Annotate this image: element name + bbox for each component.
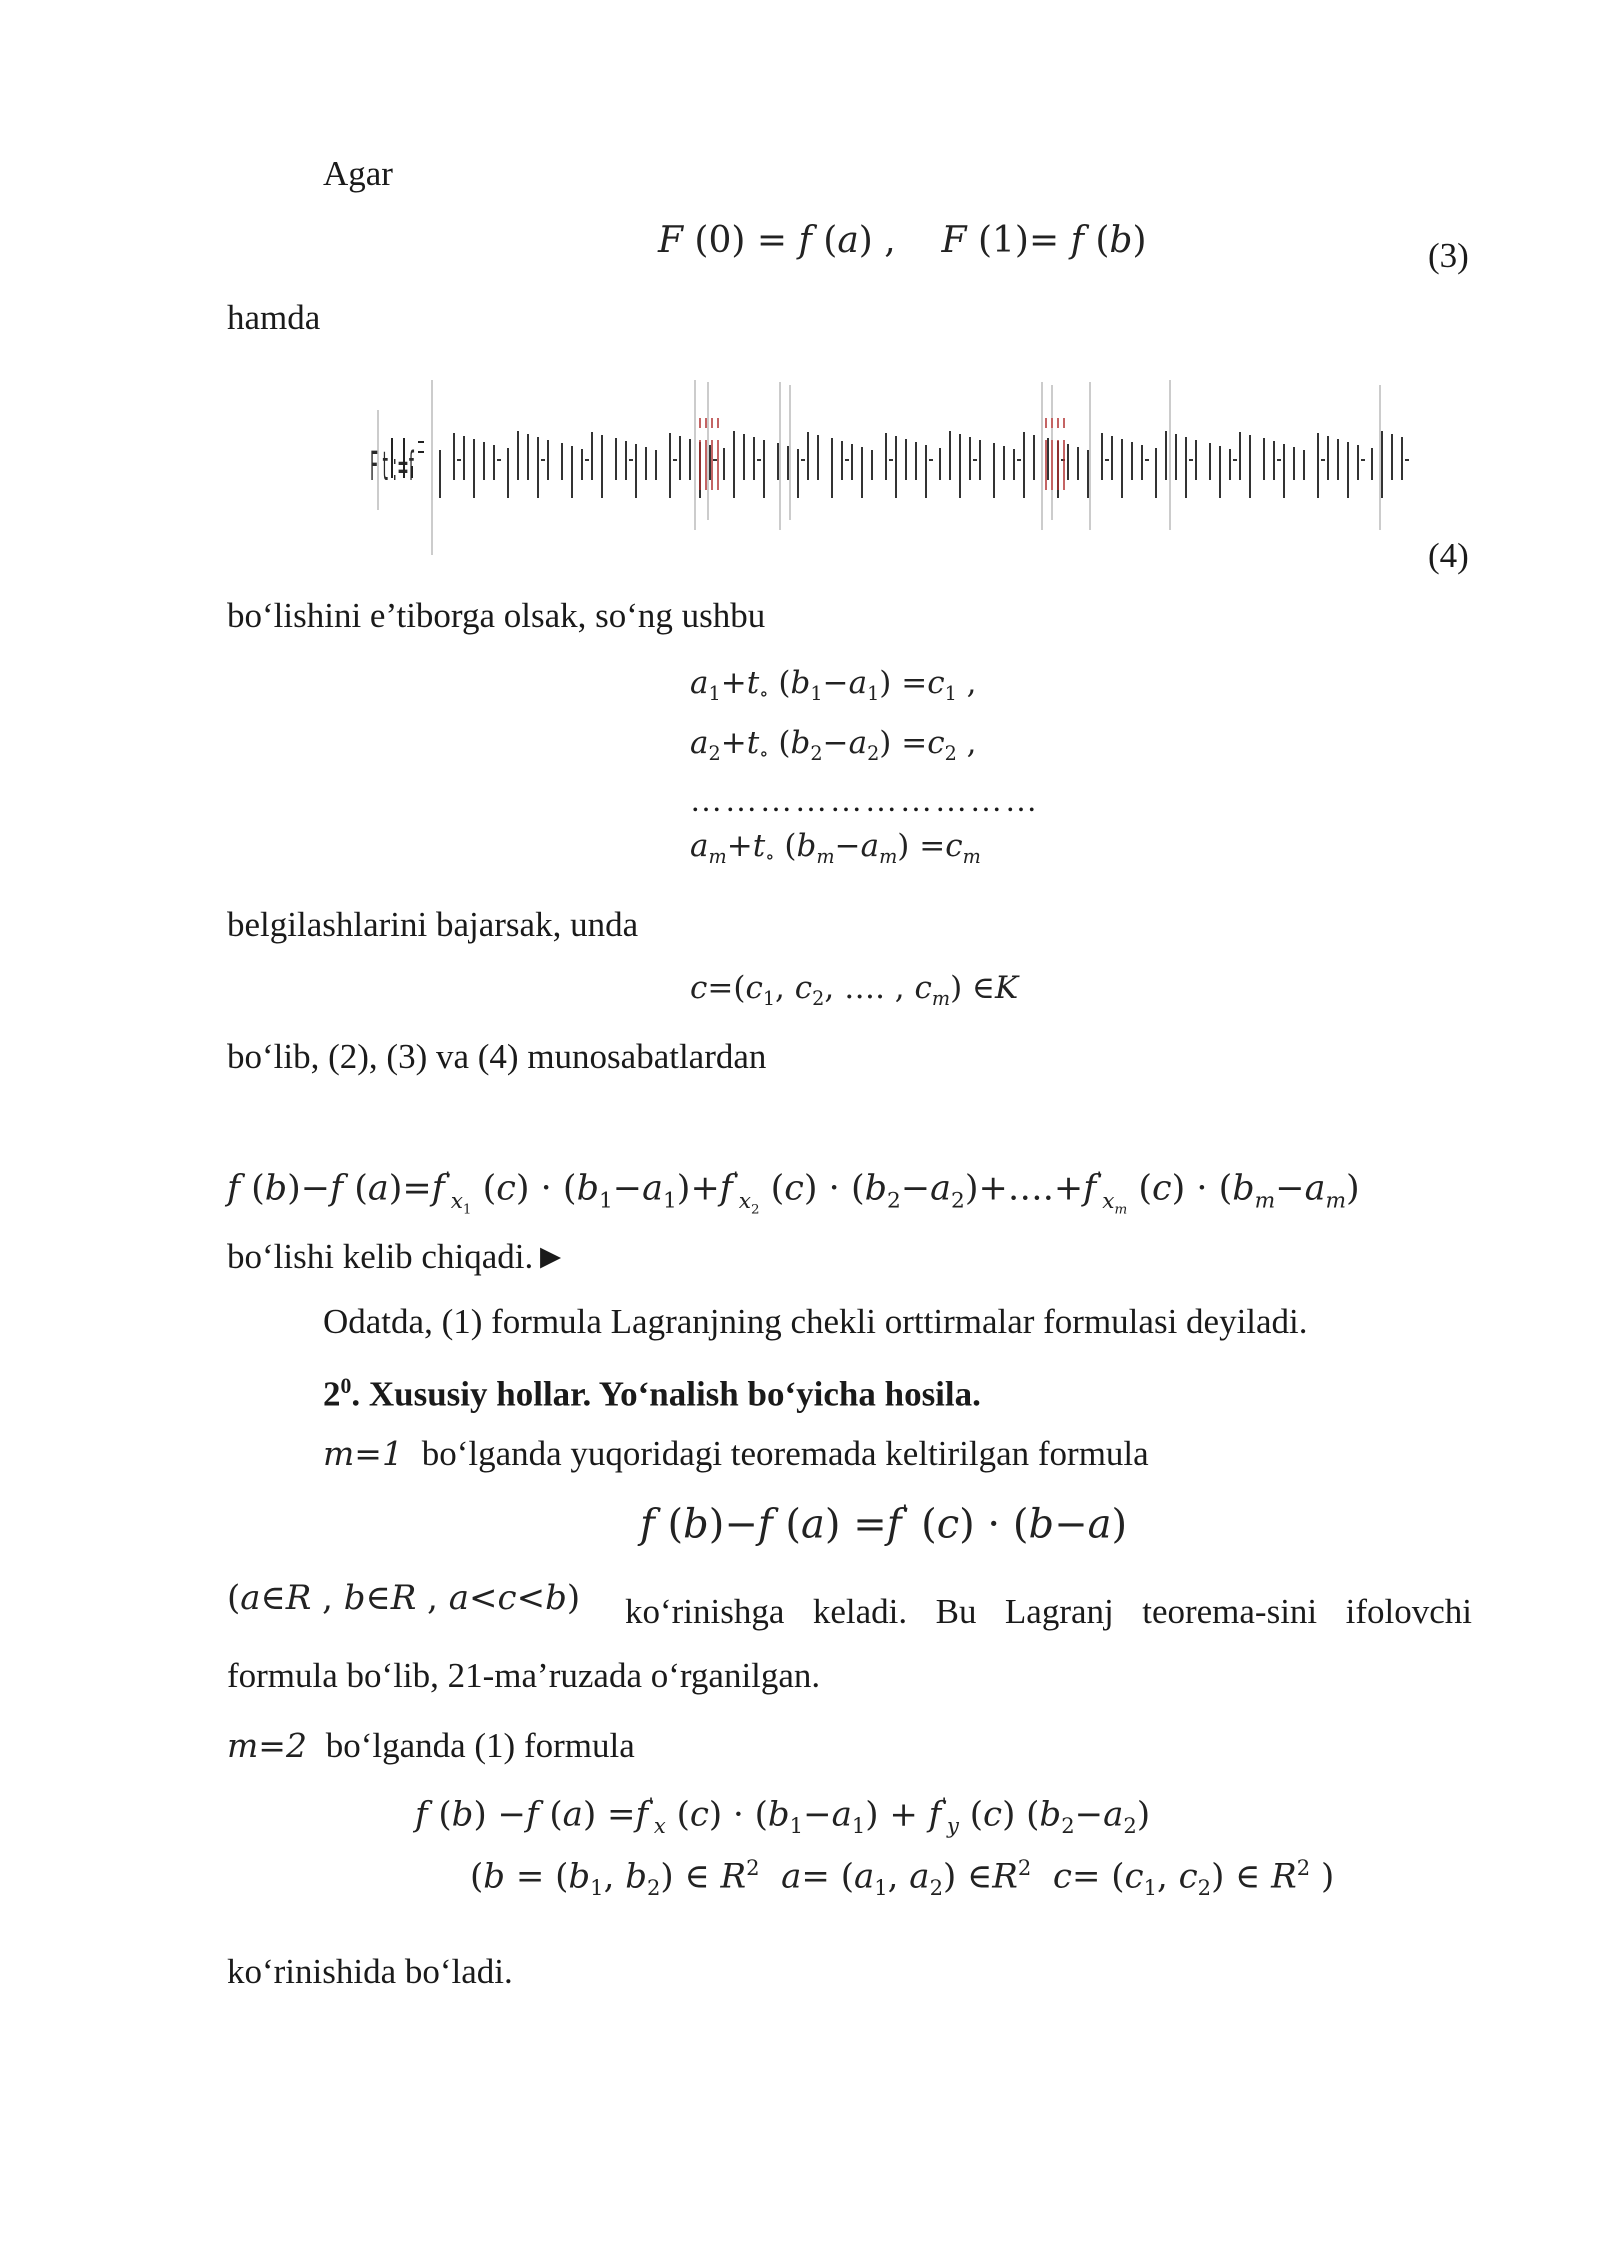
equation-4-compressed-formula: [370, 370, 1410, 555]
vector-definitions: ($b = (b_1$, $b_2$) ∈ $R^2$ $a= (a_1$, $a_2$) $\in R^2$ $c= (c_1$, $c_2$) ∈ $R^2$ ): [470, 1855, 1335, 1901]
paragraph-korinish: ko‘rinishga keladi. Bu Lagranj teorema-sini ifolovchi: [625, 1592, 1472, 1631]
section-heading: $2^0$. Xususiy hollar. Yo‘nalish bo‘yicha hosila.: [323, 1374, 981, 1414]
equation-3: F (0) = f (a) , F (1)= f (b): [658, 220, 1147, 261]
c-definition: $c=(c_1$, $c_2$, …. , $c_m$) ∈K: [690, 970, 1019, 1011]
system-ellipsis: …………………………: [690, 782, 1040, 818]
svg-text:F t :=f: F t :=f: [370, 443, 414, 491]
paragraph-bolishi-kelib: bo‘lishi kelib chiqadi.►: [227, 1237, 568, 1276]
paragraph-bolib: bo‘lib, (2), (3) va (4) munosabatlardan: [227, 1037, 767, 1076]
paragraph-formula-bolib: formula bo‘lib, 21-ma’ruzada o‘rganilgan.: [227, 1656, 821, 1695]
paragraph-hamda: hamda: [227, 298, 321, 337]
lagrange-formula: f (b)−f (a) =f' (c) · (b−a): [640, 1500, 1128, 1548]
condition-a-b-c: (a∈R , b∈R , a<c<b): [227, 1578, 581, 1618]
paragraph-agar: Agar: [323, 154, 393, 193]
paragraph-odatda: Odatda, (1) formula Lagranjning chekli orttirmalar formulasi deyiladi.: [323, 1302, 1308, 1341]
paragraph-korinishida: ko‘rinishida bo‘ladi.: [227, 1952, 513, 1991]
system-row-m: $a_m+t_\circ$ $(b_m-a_m) =c_m$: [690, 828, 981, 869]
two-variable-formula: f (b) −f $(a) =f'_x$ $(c) \cdot (b_1-a_1) + f'_y$ (c) $(b_2-a_2)$: [415, 1793, 1151, 1839]
m-equals-1: m=1: [323, 1434, 403, 1473]
equation-number-4: (4): [1428, 536, 1469, 575]
paragraph-m1: m=1 bo‘lganda yuqoridagi teoremada keltirilgan formula: [323, 1434, 1149, 1473]
paragraph-bolishini: bo‘lishini e’tiborga olsak, so‘ng ushbu: [227, 596, 766, 635]
m-equals-2: m=2: [227, 1726, 307, 1765]
equation-number-3: (3): [1428, 236, 1469, 275]
system-row-1: $a_1+t_\circ$ $(b_1-a_1) =c_1$ ,: [690, 665, 977, 706]
paragraph-belgilash: belgilashlarini bajarsak, unda: [227, 905, 639, 944]
system-row-2: $a_2+t_\circ$ $(b_2-a_2) =c_2$ ,: [690, 725, 977, 766]
paragraph-m2: m=2 bo‘lganda (1) formula: [227, 1726, 635, 1765]
main-formula: f (b)−f $(a)=f'_{x_1}$ $(c) \cdot (b_1-a_1)+f'_{x_2}$ $(c) \cdot (b_2-a_2)+\dots.+f'_{x_m}$ $(c) \cdot (b_m-a_m)$: [227, 1168, 1360, 1217]
